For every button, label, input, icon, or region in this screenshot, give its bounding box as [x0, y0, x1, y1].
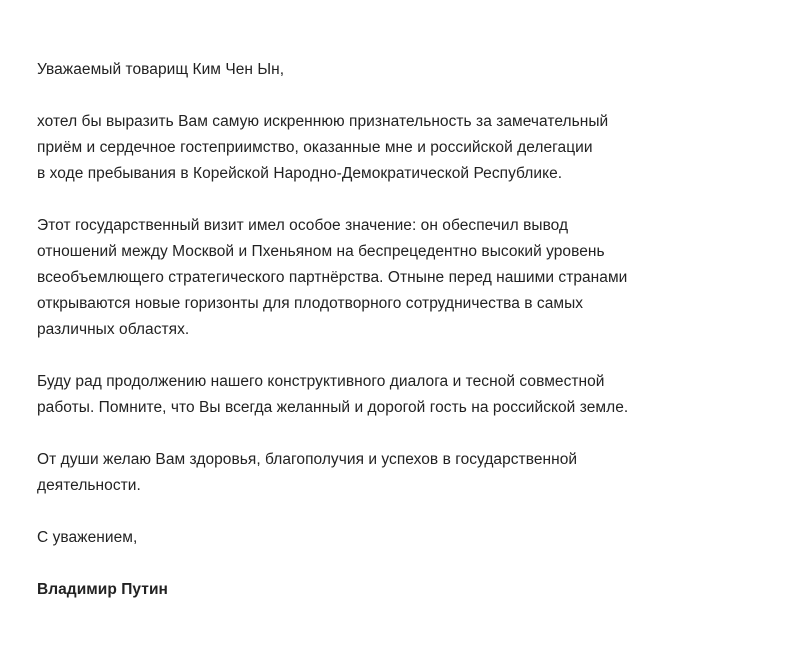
paragraph-line: приём и сердечное гостеприимство, оказанные мне и российской делегации [37, 139, 593, 156]
signature [37, 577, 777, 603]
paragraph-line: От души желаю Вам здоровья, благополучия и успехов в государственной [37, 451, 578, 468]
paragraph-line: работы. Помните, что Вы всегда желанный и дорогой гость на российской земле. [37, 399, 629, 416]
paragraph-line: открываются новые горизонты для плодотворного сотрудничества в самых [37, 295, 584, 312]
paragraph-dialogue [37, 369, 777, 421]
paragraph-line: всеобъемлющего стратегического партнёрства. Отныне перед нашими странами [37, 269, 628, 286]
paragraph-line: Этот государственный визит имел особое значение: он обеспечил вывод [37, 217, 569, 234]
paragraph-gratitude [37, 109, 777, 187]
paragraph-line: отношений между Москвой и Пхеньяном на беспрецедентно высокий уровень [37, 243, 605, 260]
closing [37, 525, 777, 551]
paragraph-line: в ходе пребывания в Корейской Народно-Демократической Республике. [37, 165, 563, 182]
signature-name: Владимир Путин [37, 581, 168, 598]
paragraph-wishes [37, 447, 777, 499]
closing-line: С уважением, [37, 529, 138, 546]
greeting [37, 57, 777, 83]
paragraph-line: Буду рад продолжению нашего конструктивного диалога и тесной совместной [37, 373, 605, 390]
greeting-line: Уважаемый товарищ Ким Чен Ын, [37, 61, 285, 78]
paragraph-line: различных областях. [37, 321, 190, 338]
letter-body [37, 57, 777, 603]
paragraph-line: деятельности. [37, 477, 141, 494]
paragraph-visit [37, 213, 777, 343]
paragraph-line: хотел бы выразить Вам самую искреннюю признательность за замечательный [37, 113, 609, 130]
